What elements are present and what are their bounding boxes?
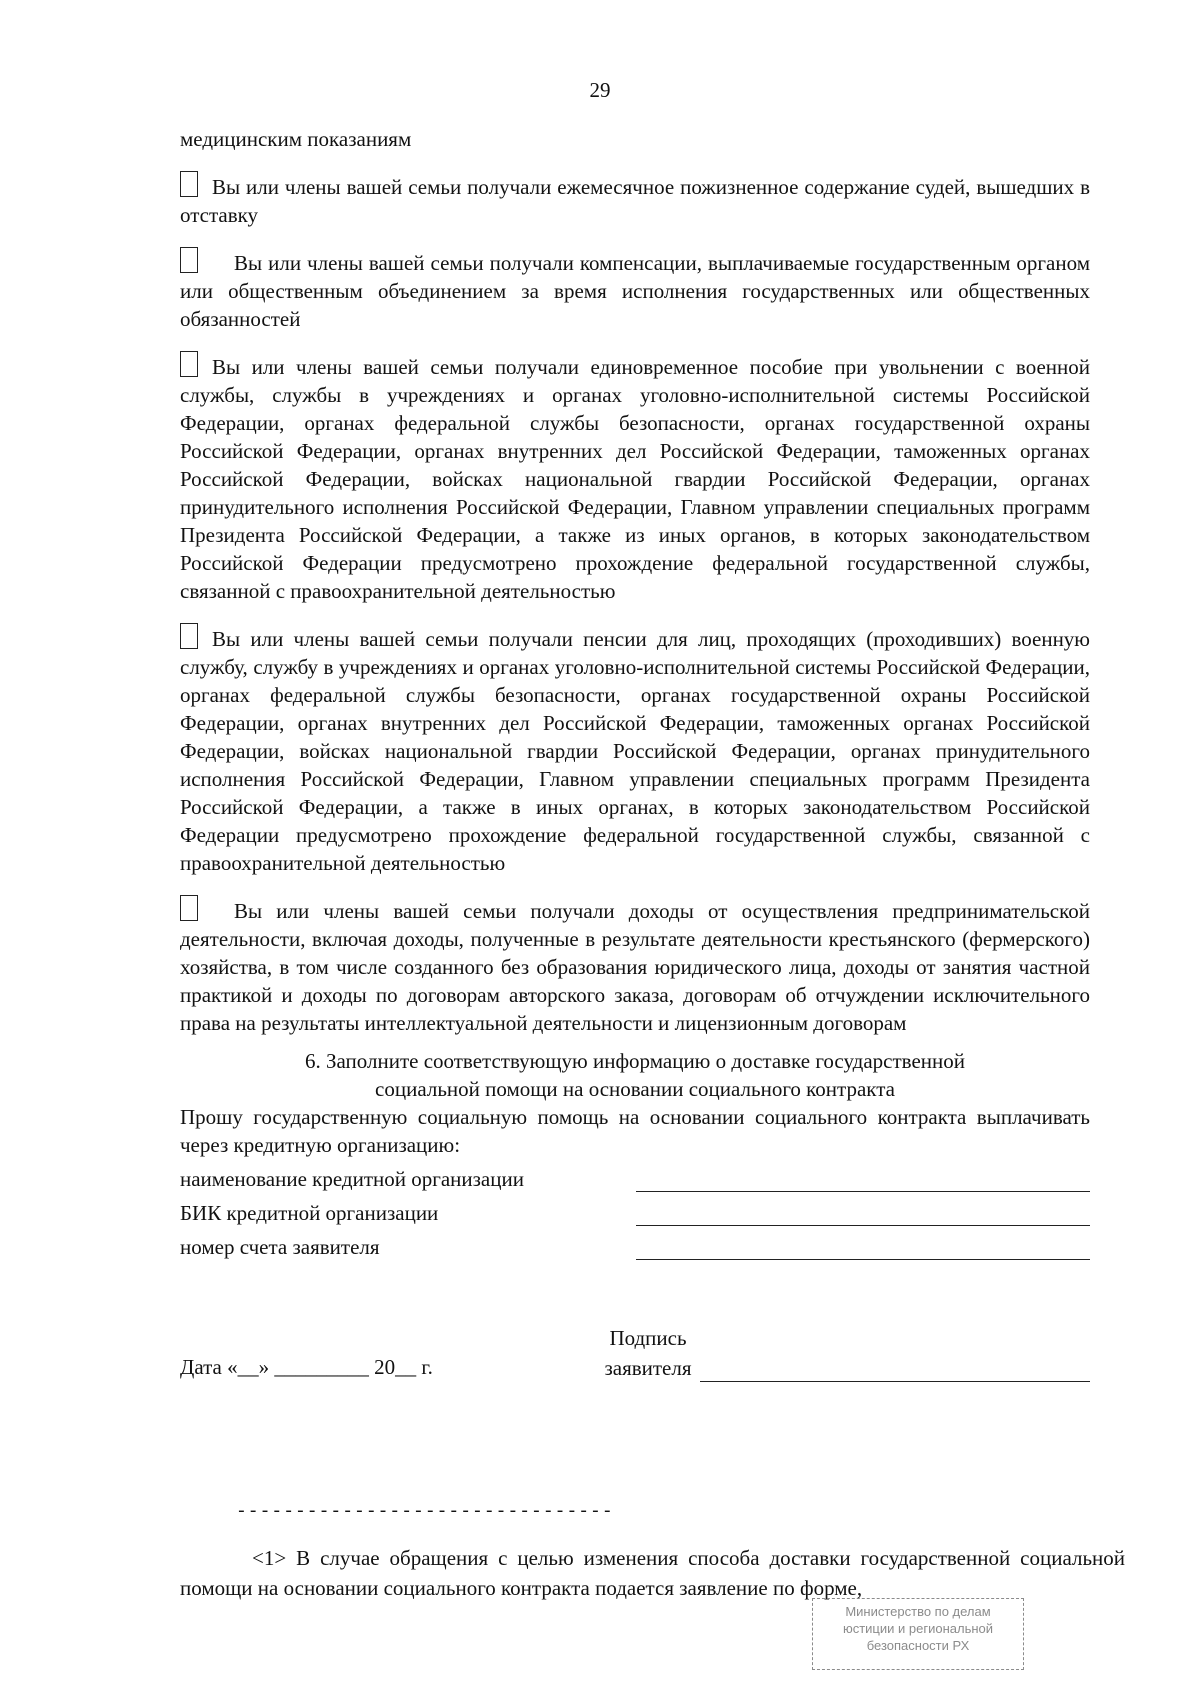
request-text: Прошу государственную социальную помощь на основании социального контракта выплачивать через кредитную организацию: (180, 1105, 1090, 1157)
checkbox-item-business-income (180, 895, 1090, 1037)
field-account-number (180, 1231, 1090, 1265)
checkbox-item-severance (180, 351, 1090, 605)
checkbox[interactable] (180, 351, 198, 377)
signature-block (180, 1275, 1090, 1405)
field-label: наименование кредитной организации (180, 1167, 524, 1191)
section-6-title (180, 1047, 1090, 1103)
field-label: БИК кредитной организации (180, 1201, 439, 1225)
checkbox-item-compensation (180, 247, 1090, 333)
field-bank-name (180, 1163, 1090, 1197)
bank-fields (180, 1163, 1090, 1265)
signature-label-line1: Подпись (609, 1326, 687, 1350)
account-number-input[interactable] (636, 1259, 1090, 1260)
checkbox-label: Вы или члены вашей семьи получали ежемесячное пожизненное содержание судей, вышедших в отставку (180, 175, 1090, 227)
checkbox-item-judges (180, 171, 1090, 229)
stamp-line2: юстиции и региональной (842, 1621, 994, 1636)
checkbox-label: Вы или члены вашей семьи получали доходы от осуществления предпринимательской деятельности, включая доходы, полученные в результате деятельности крестьянского (фермерского) хозяйства, в том числе созданного без образования юридического лица, доходы от занятия частной практикой и доходы по договорам авторского заказа, договорам об отчуждении исключительного права на результаты интеллектуальной деятельности и лицензионным договорам (180, 899, 1090, 1035)
signature-label-line2: заявителя (604, 1356, 692, 1380)
bik-input[interactable] (636, 1225, 1090, 1226)
form-content (180, 125, 1090, 1405)
checkbox[interactable] (180, 623, 198, 649)
footnote-separator: -------------------------------- (236, 1502, 614, 1522)
footnote: <1> В случае обращения с целью изменения способа доставки государственной социальной помощи на основании социального контракта подается заявление по форме, (180, 1546, 1125, 1600)
date-field[interactable]: Дата «__» _________ 20__ г. (180, 1355, 433, 1379)
checkbox-label: Вы или члены вашей семьи получали пенсии для лиц, проходящих (проходивших) военную службу, службу в учреждениях и органах уголовно-исполнительной системы Российской Федерации, органах федеральной службы безопасности, органах государственной охраны Российской Федерации, органах внутренних дел Российской Федерации, таможенных органах Российской Федерации, войсках национальной гвардии Российской Федерации, органах принудительного исполнения Российской Федерации, Главном управлении специальных программ Президента Российской Федерации, а также в иных органах, в которых законодательством Российской Федерации предусмотрено прохождение федеральной государственной службы, связанной с правоохранительной деятельностью (180, 627, 1090, 875)
checkbox-label: Вы или члены вашей семьи получали компенсации, выплачиваемые государственным органом или общественным объединением за время исполнения государственных или общественных обязанностей (180, 251, 1090, 331)
checkbox[interactable] (180, 247, 198, 273)
registration-stamp (812, 1598, 1024, 1670)
section-6-title-line2: социальной помощи на основании социального контракта (375, 1077, 895, 1101)
signature-label (588, 1323, 708, 1383)
bank-name-input[interactable] (636, 1191, 1090, 1192)
checkbox-label: Вы или члены вашей семьи получали единовременное пособие при увольнении с военной службы, службы в учреждениях и органах уголовно-исполнительной системы Российской Федерации, органах федеральной службы безопасности, органах государственной охраны Российской Федерации, органах внутренних дел Российской Федерации, таможенных органах Российской Федерации, войсках национальной гвардии Российской Федерации, органах принудительного исполнения Российской Федерации, Главном управлении специальных программ Президента Российской Федерации, а также из иных органов, в которых законодательством Российской Федерации предусмотрено прохождение федеральной государственной службы, связанной с правоохранительной деятельностью (180, 355, 1090, 603)
checkbox[interactable] (180, 895, 198, 921)
checkbox-item-pension (180, 623, 1090, 877)
signature-input[interactable] (700, 1381, 1090, 1382)
stamp-line3: безопасности РХ (866, 1638, 970, 1653)
stamp-line1: Министерство по делам (845, 1604, 991, 1619)
checkbox[interactable] (180, 171, 198, 197)
page-number: 29 (589, 78, 611, 102)
field-bik (180, 1197, 1090, 1231)
field-label: номер счета заявителя (180, 1235, 380, 1259)
section-6-title-line1: 6. Заполните соответствующую информацию о доставке государственной (304, 1049, 965, 1073)
intro-text: медицинским показаниям (180, 127, 412, 151)
